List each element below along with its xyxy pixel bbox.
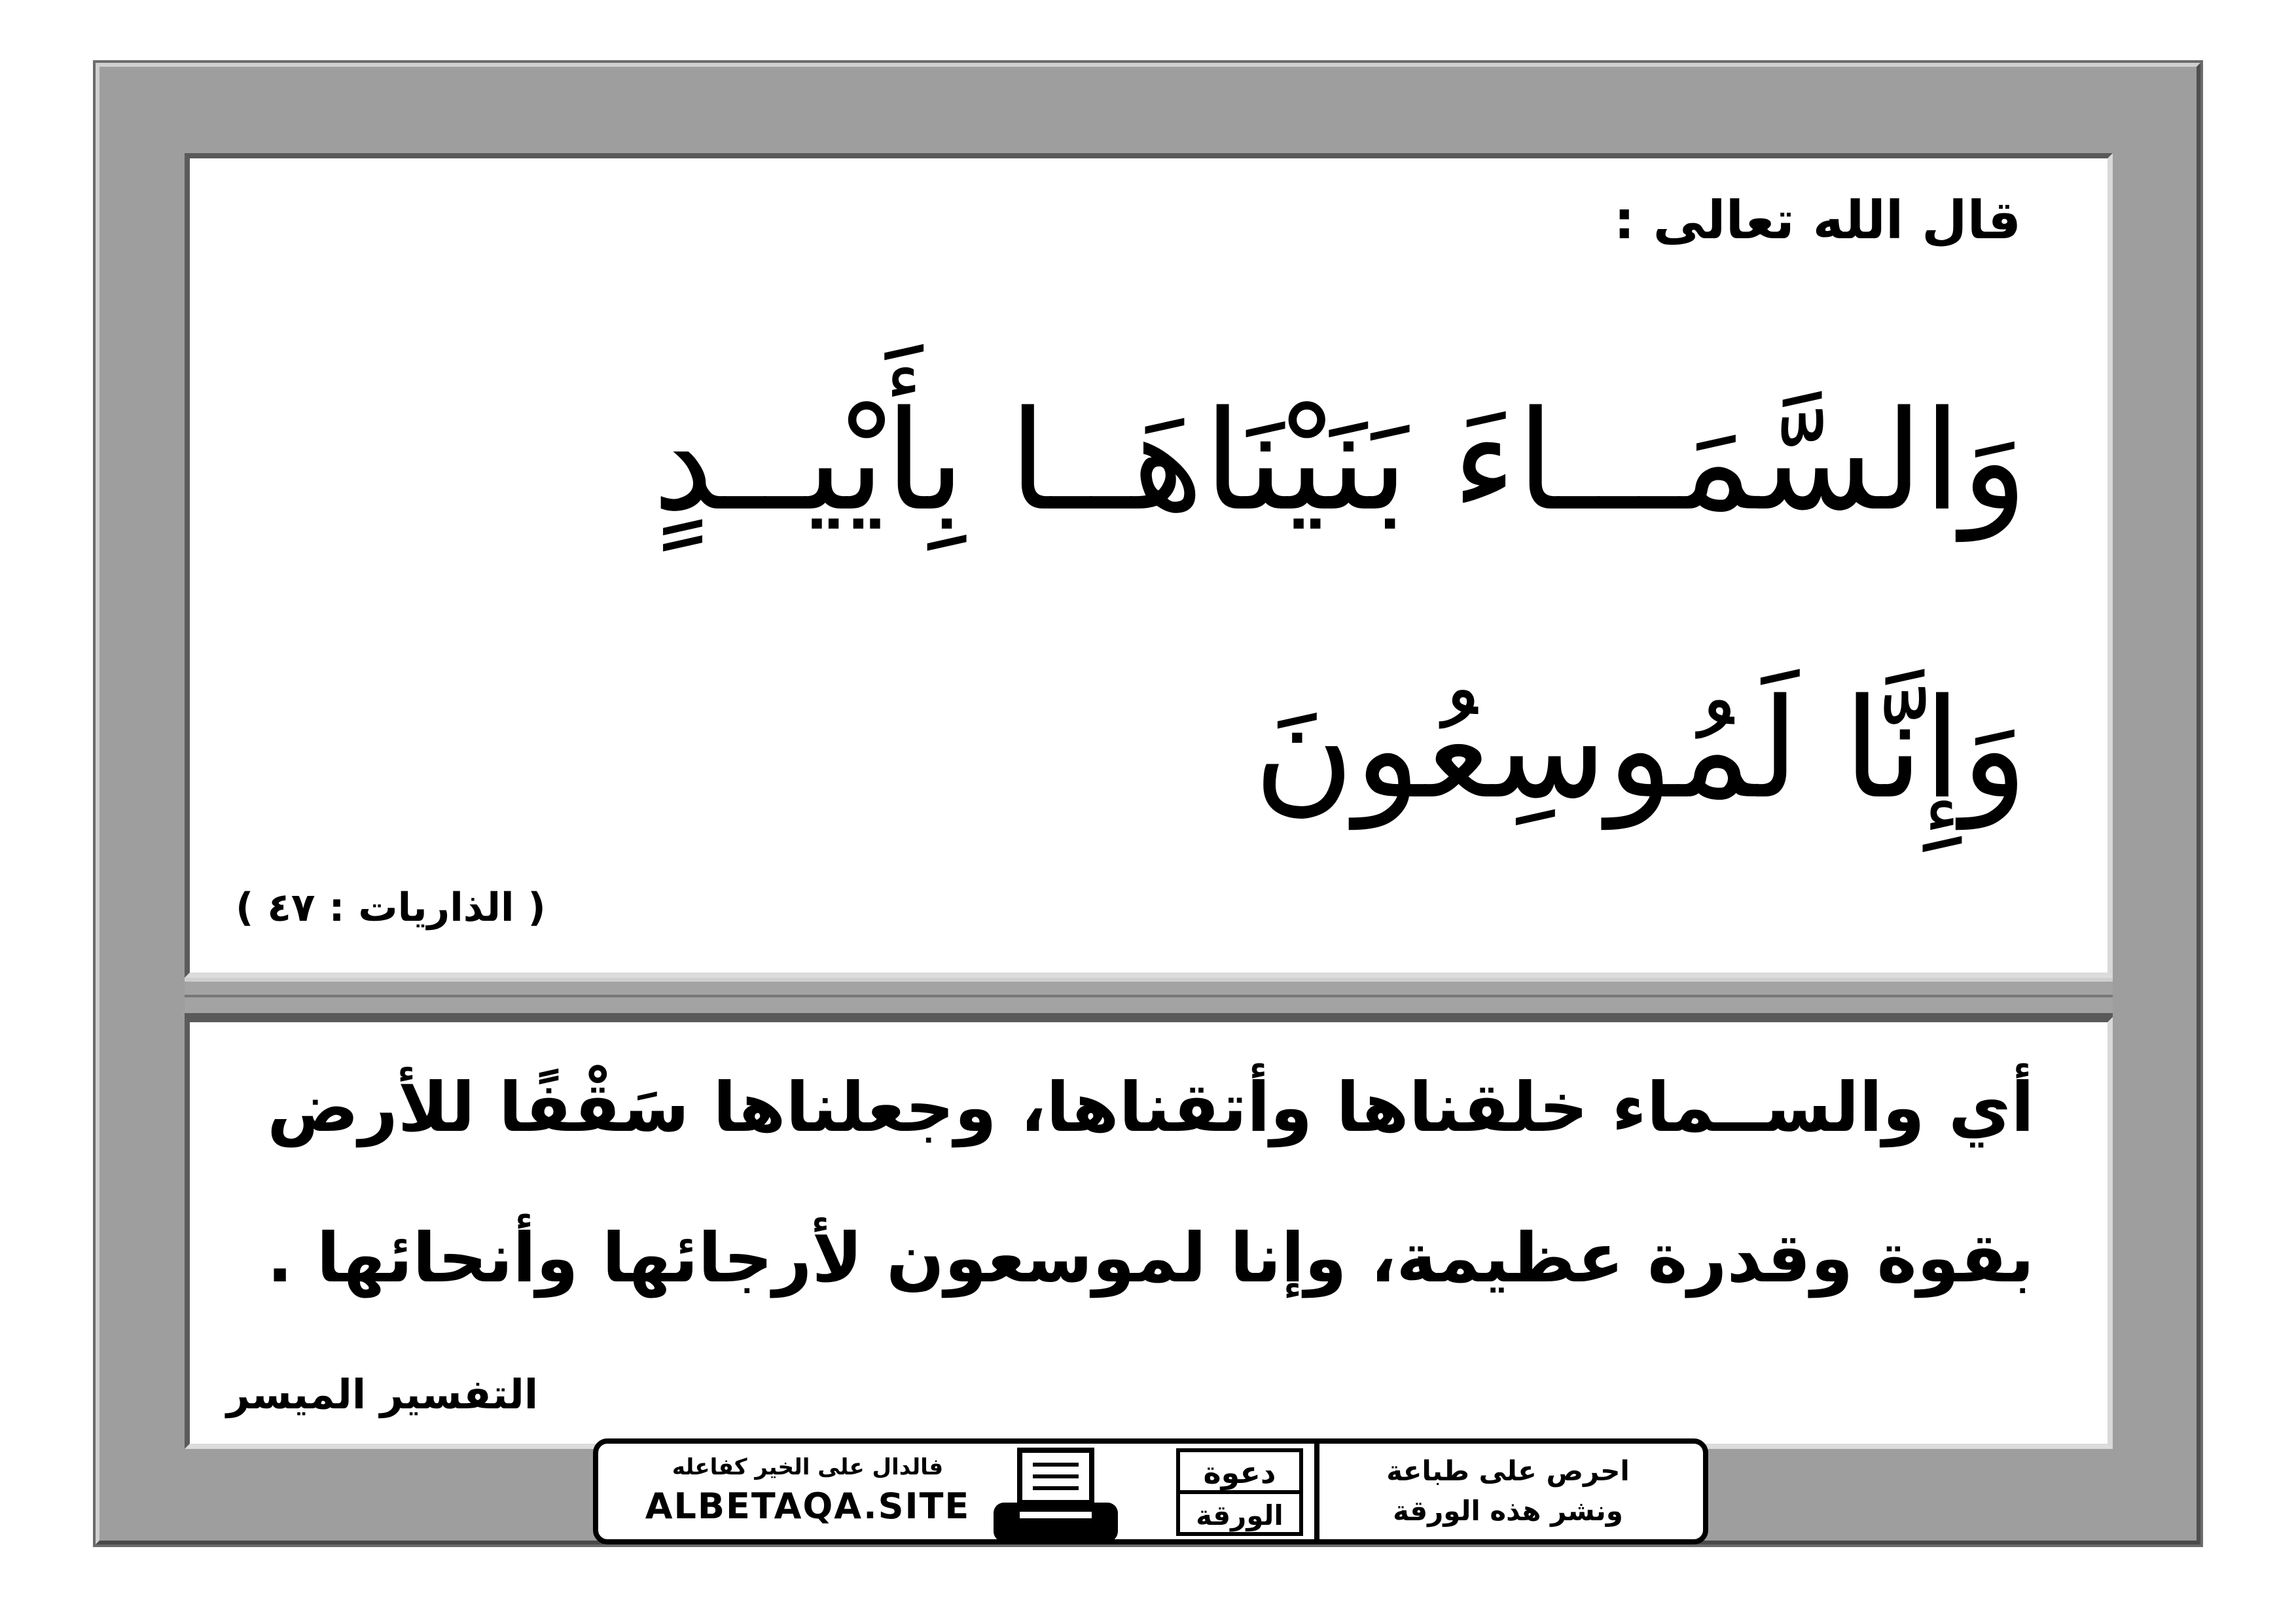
footer-tagline: فالدال على الخير كفاعله	[672, 1454, 944, 1480]
svg-text:الورقة: الورقة	[1196, 1499, 1283, 1531]
footer-site-block	[637, 1450, 978, 1527]
verse-intro: قال الله تعالى :	[1613, 190, 2021, 251]
footer-separator	[1314, 1444, 1319, 1539]
svg-text:دعوة: دعوة	[1203, 1455, 1276, 1490]
tafsir-line-2: بقوة وقدرة عظيمة، وإنا لموسعون لأرجائها وأنحائها .	[266, 1218, 2034, 1298]
footer-banner	[593, 1438, 1708, 1544]
footer-site-link[interactable]: ALBETAQA.SITE	[645, 1486, 971, 1527]
tafsir-source: التفسير الميسر	[226, 1370, 539, 1418]
printer-icon	[991, 1448, 1122, 1548]
panel-divider-line	[185, 995, 2113, 997]
tafsir-line-1: أي والســماء خلقناها وأتقناها، وجعلناها سَقْفًا للأرض	[267, 1067, 2034, 1147]
footer-cta-line-2: ونشر هذه الورقة	[1393, 1494, 1623, 1527]
dawa-logo	[1174, 1446, 1305, 1538]
verse-reference: ( الذاريات : ٤٧ )	[236, 885, 546, 931]
panel-divider	[185, 978, 2113, 1017]
footer-cta-line-1: احرص على طباعة	[1386, 1455, 1630, 1487]
verse-line-1: وَالسَّمَـــاءَ بَنَيْنَاهَــا بِأَيْيــدٍ	[652, 381, 2028, 541]
footer-cta	[1325, 1452, 1691, 1531]
verse-line-2: وَإِنَّا لَمُوسِعُونَ	[1253, 669, 2028, 829]
verse-panel	[185, 153, 2113, 978]
